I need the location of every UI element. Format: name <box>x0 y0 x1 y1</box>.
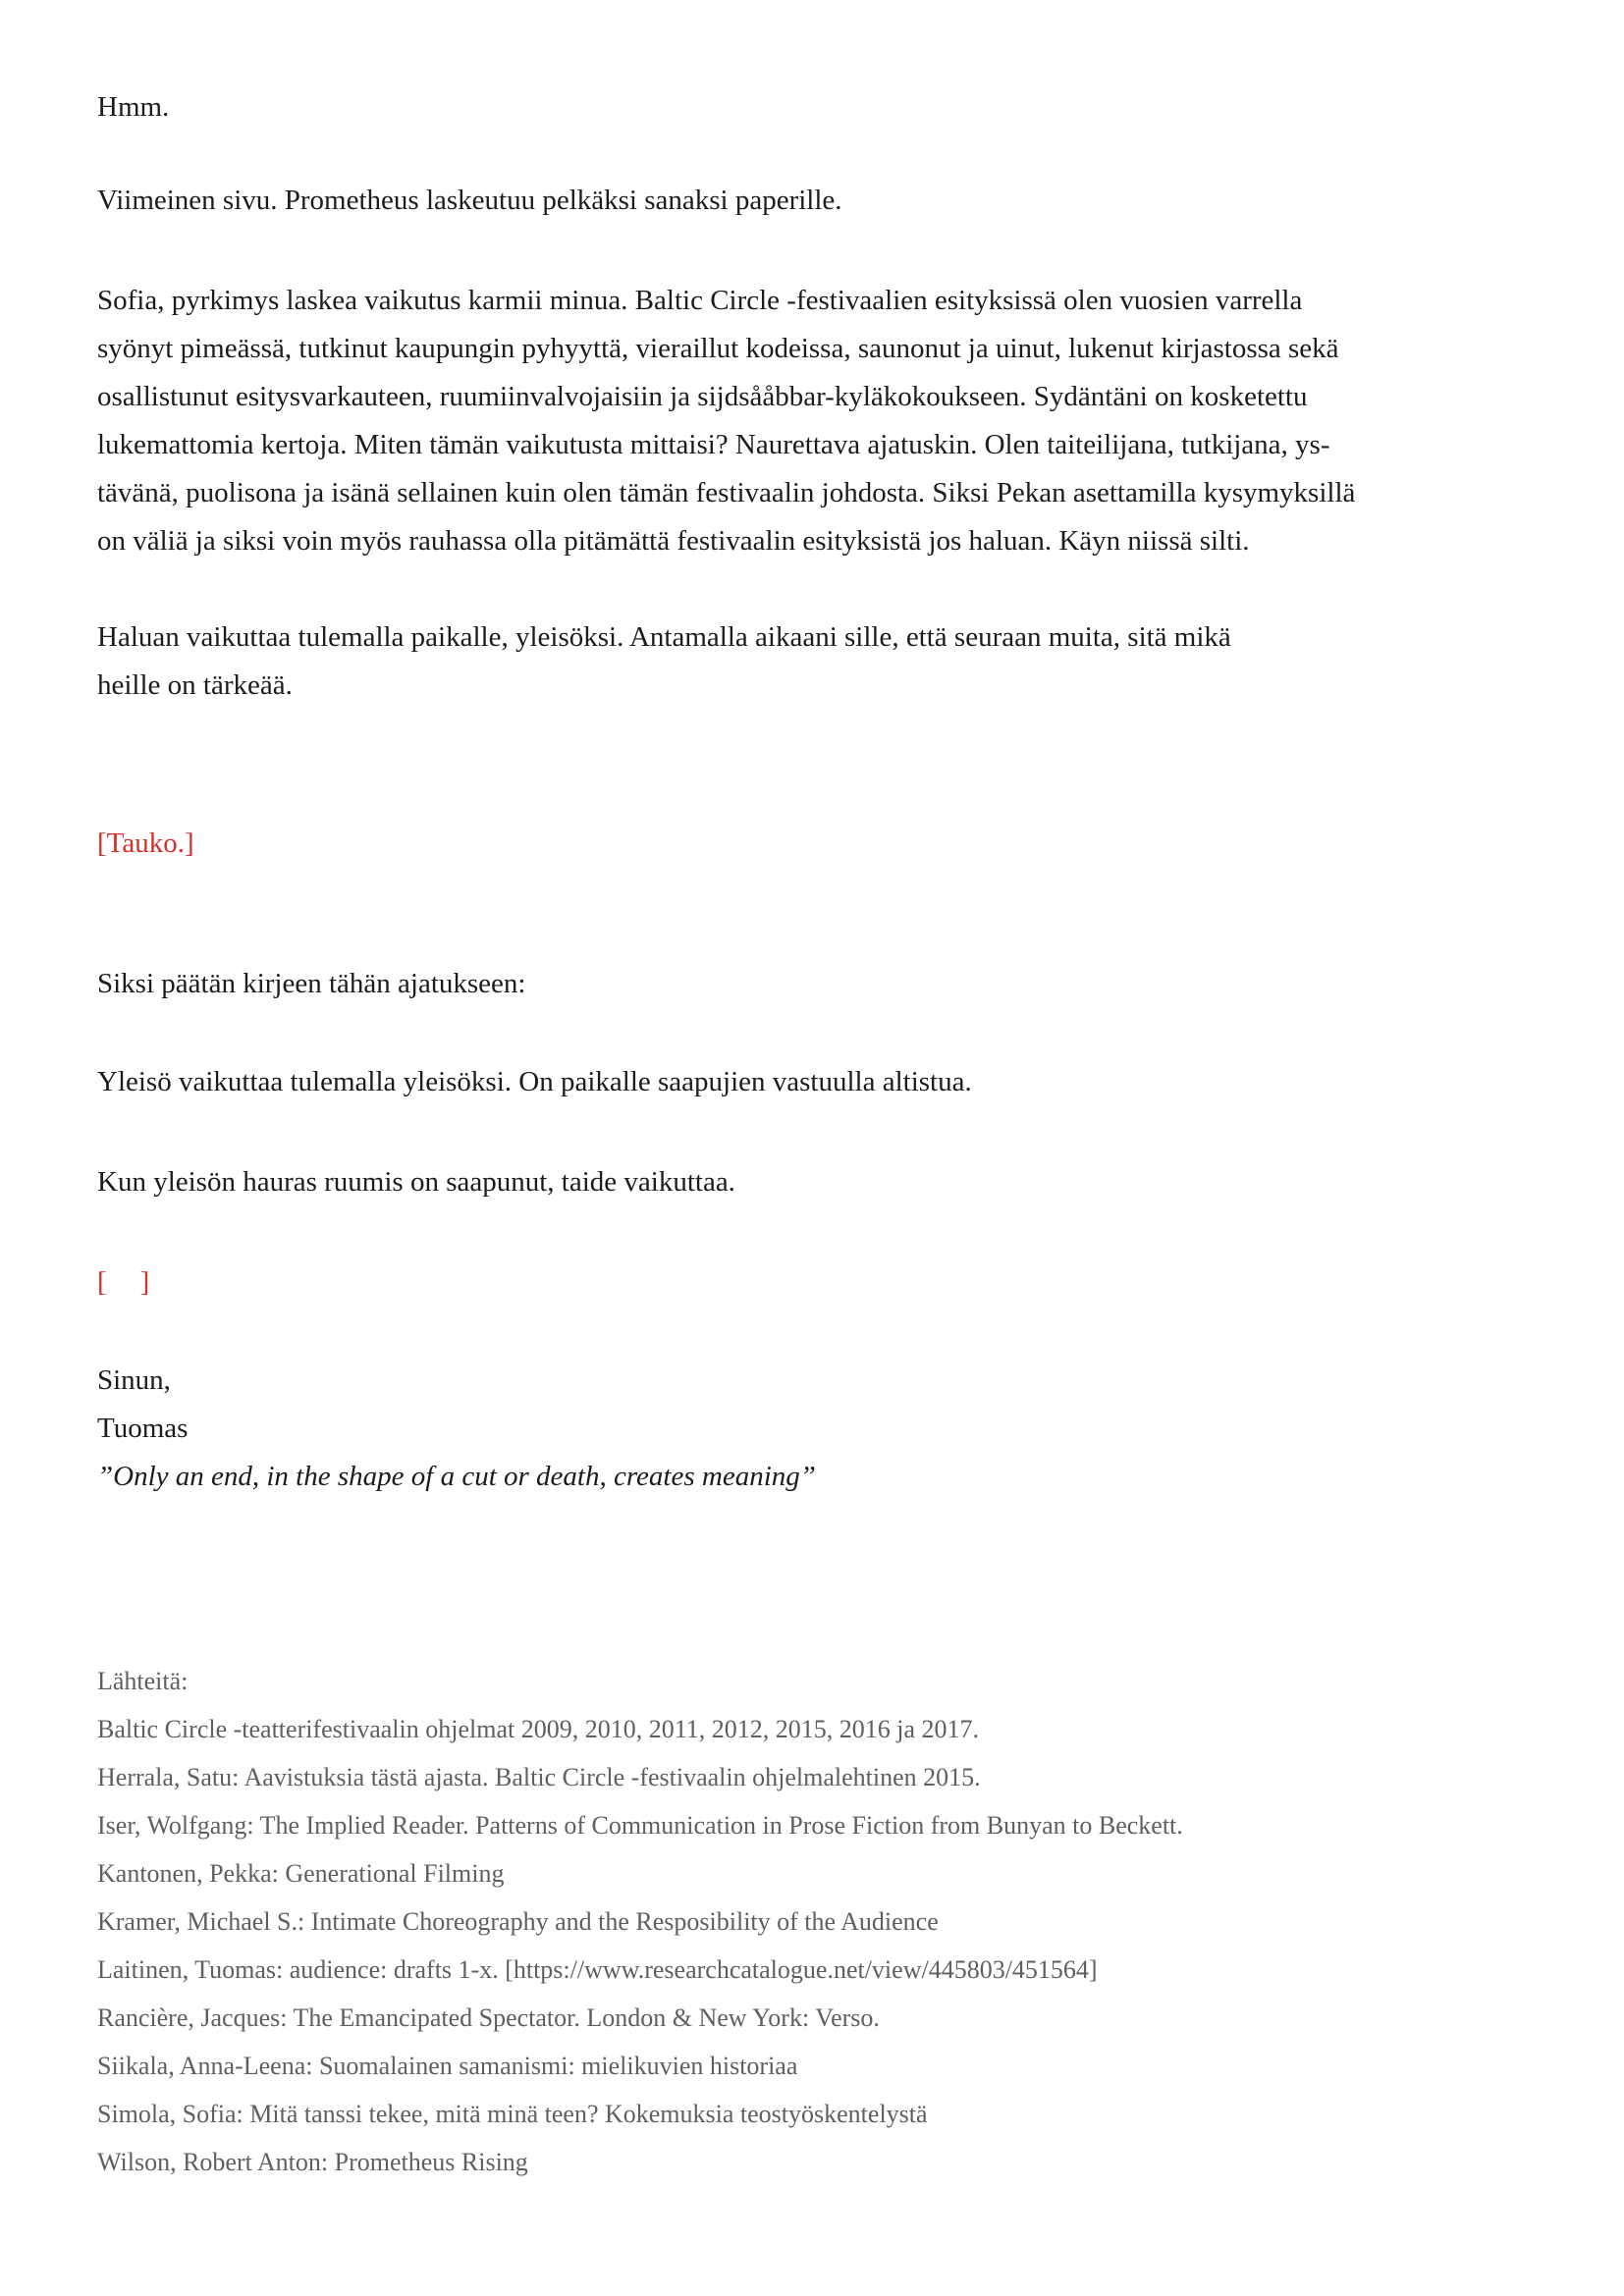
open-bracket: [ <box>97 1266 107 1298</box>
statement-kun: Kun yleisön hauras ruumis on saapunut, taide vaikuttaa. <box>97 1166 735 1198</box>
signoff-sinun: Sinun, <box>97 1364 171 1396</box>
close-bracket: ] <box>139 1266 150 1298</box>
bibliography-entry: Herrala, Satu: Aavistuksia tästä ajasta. Baltic Circle -festivaalin ohjelmalehtinen 2015. <box>97 1763 981 1791</box>
closing-intro: Siksi päätän kirjeen tähän ajatukseen: <box>97 968 526 999</box>
bibliography-entry: Siikala, Anna-Leena: Suomalainen samanismi: mielikuvien historiaa <box>97 2052 798 2080</box>
statement-yleiso: Yleisö vaikuttaa tulemalla yleisöksi. On paikalle saapujien vastuulla altistua. <box>97 1066 972 1097</box>
bibliography-entry: Simola, Sofia: Mitä tanssi tekee, mitä minä teen? Kokemuksia teostyöskentelystä <box>97 2100 928 2128</box>
bibliography-entry: Kramer, Michael S.: Intimate Choreography and the Resposibility of the Audience <box>97 1907 939 1936</box>
bibliography-heading: Lähteitä: <box>97 1667 189 1695</box>
bibliography-entry: Kantonen, Pekka: Generational Filming <box>97 1859 505 1888</box>
paragraph-line: Haluan vaikuttaa tulemalla paikalle, yleisöksi. Antamalla aikaani sille, että seuraan muita, sitä mikä <box>97 621 1231 653</box>
last-page-line: Viimeinen sivu. Prometheus laskeutuu pelkäksi sanaksi paperille. <box>97 185 842 216</box>
paragraph-line: heille on tärkeää. <box>97 669 293 701</box>
signoff-tuomas: Tuomas <box>97 1413 189 1444</box>
paragraph-line: osallistunut esitysvarkauteen, ruumiinvalvojaisiin ja sijdsååbbar-kyläkokoukseen. Sydäntäni on kosketettu <box>97 381 1308 412</box>
paragraph-line: syönyt pimeässä, tutkinut kaupungin pyhyyttä, vieraillut kodeissa, saunonut ja uinut, lukenut kirjastossa sekä <box>97 333 1339 364</box>
pause-marker: [Tauko.] <box>97 828 194 859</box>
bibliography-entry: Baltic Circle -teatterifestivaalin ohjelmat 2009, 2010, 2011, 2012, 2015, 2016 ja 2017. <box>97 1715 980 1743</box>
paragraph-line: Sofia, pyrkimys laskea vaikutus karmii minua. Baltic Circle -festivaalien esityksissä olen vuosien varrella <box>97 285 1303 316</box>
bibliography-entry: Wilson, Robert Anton: Prometheus Rising <box>97 2148 528 2176</box>
bibliography-entry: Iser, Wolfgang: The Implied Reader. Patterns of Communication in Prose Fiction from Bunyan to Beckett. <box>97 1811 1183 1840</box>
bibliography-entry: Rancière, Jacques: The Emancipated Spectator. London & New York: Verso. <box>97 2003 880 2032</box>
signoff-block <box>97 1357 1531 1501</box>
empty-brackets <box>97 1258 1531 1307</box>
paragraph-line: on väliä ja siksi voin myös rauhassa olla pitämättä festivaalin esityksistä jos haluan. Käyn niissä silti. <box>97 525 1250 557</box>
bibliography-section <box>97 1657 1531 2186</box>
closing-quote: ”Only an end, in the shape of a cut or death, creates meaning” <box>97 1461 816 1492</box>
opening-line: Hmm. <box>97 91 170 123</box>
paragraph-line: lukemattomia kertoja. Miten tämän vaikutusta mittaisi? Naurettava ajatuskin. Olen taiteilijana, tutkijana, ys- <box>97 429 1330 460</box>
paragraph-line: tävänä, puolisona ja isänä sellainen kuin olen tämän festivaalin johdosta. Siksi Pekan asettamilla kysymyksillä <box>97 477 1356 508</box>
bibliography-entry: Laitinen, Tuomas: audience: drafts 1-x. [https://www.researchcatalogue.net/view/445803/451564] <box>97 1955 1098 1984</box>
paragraph-sofia <box>97 277 1531 565</box>
paragraph-haluan <box>97 614 1531 710</box>
